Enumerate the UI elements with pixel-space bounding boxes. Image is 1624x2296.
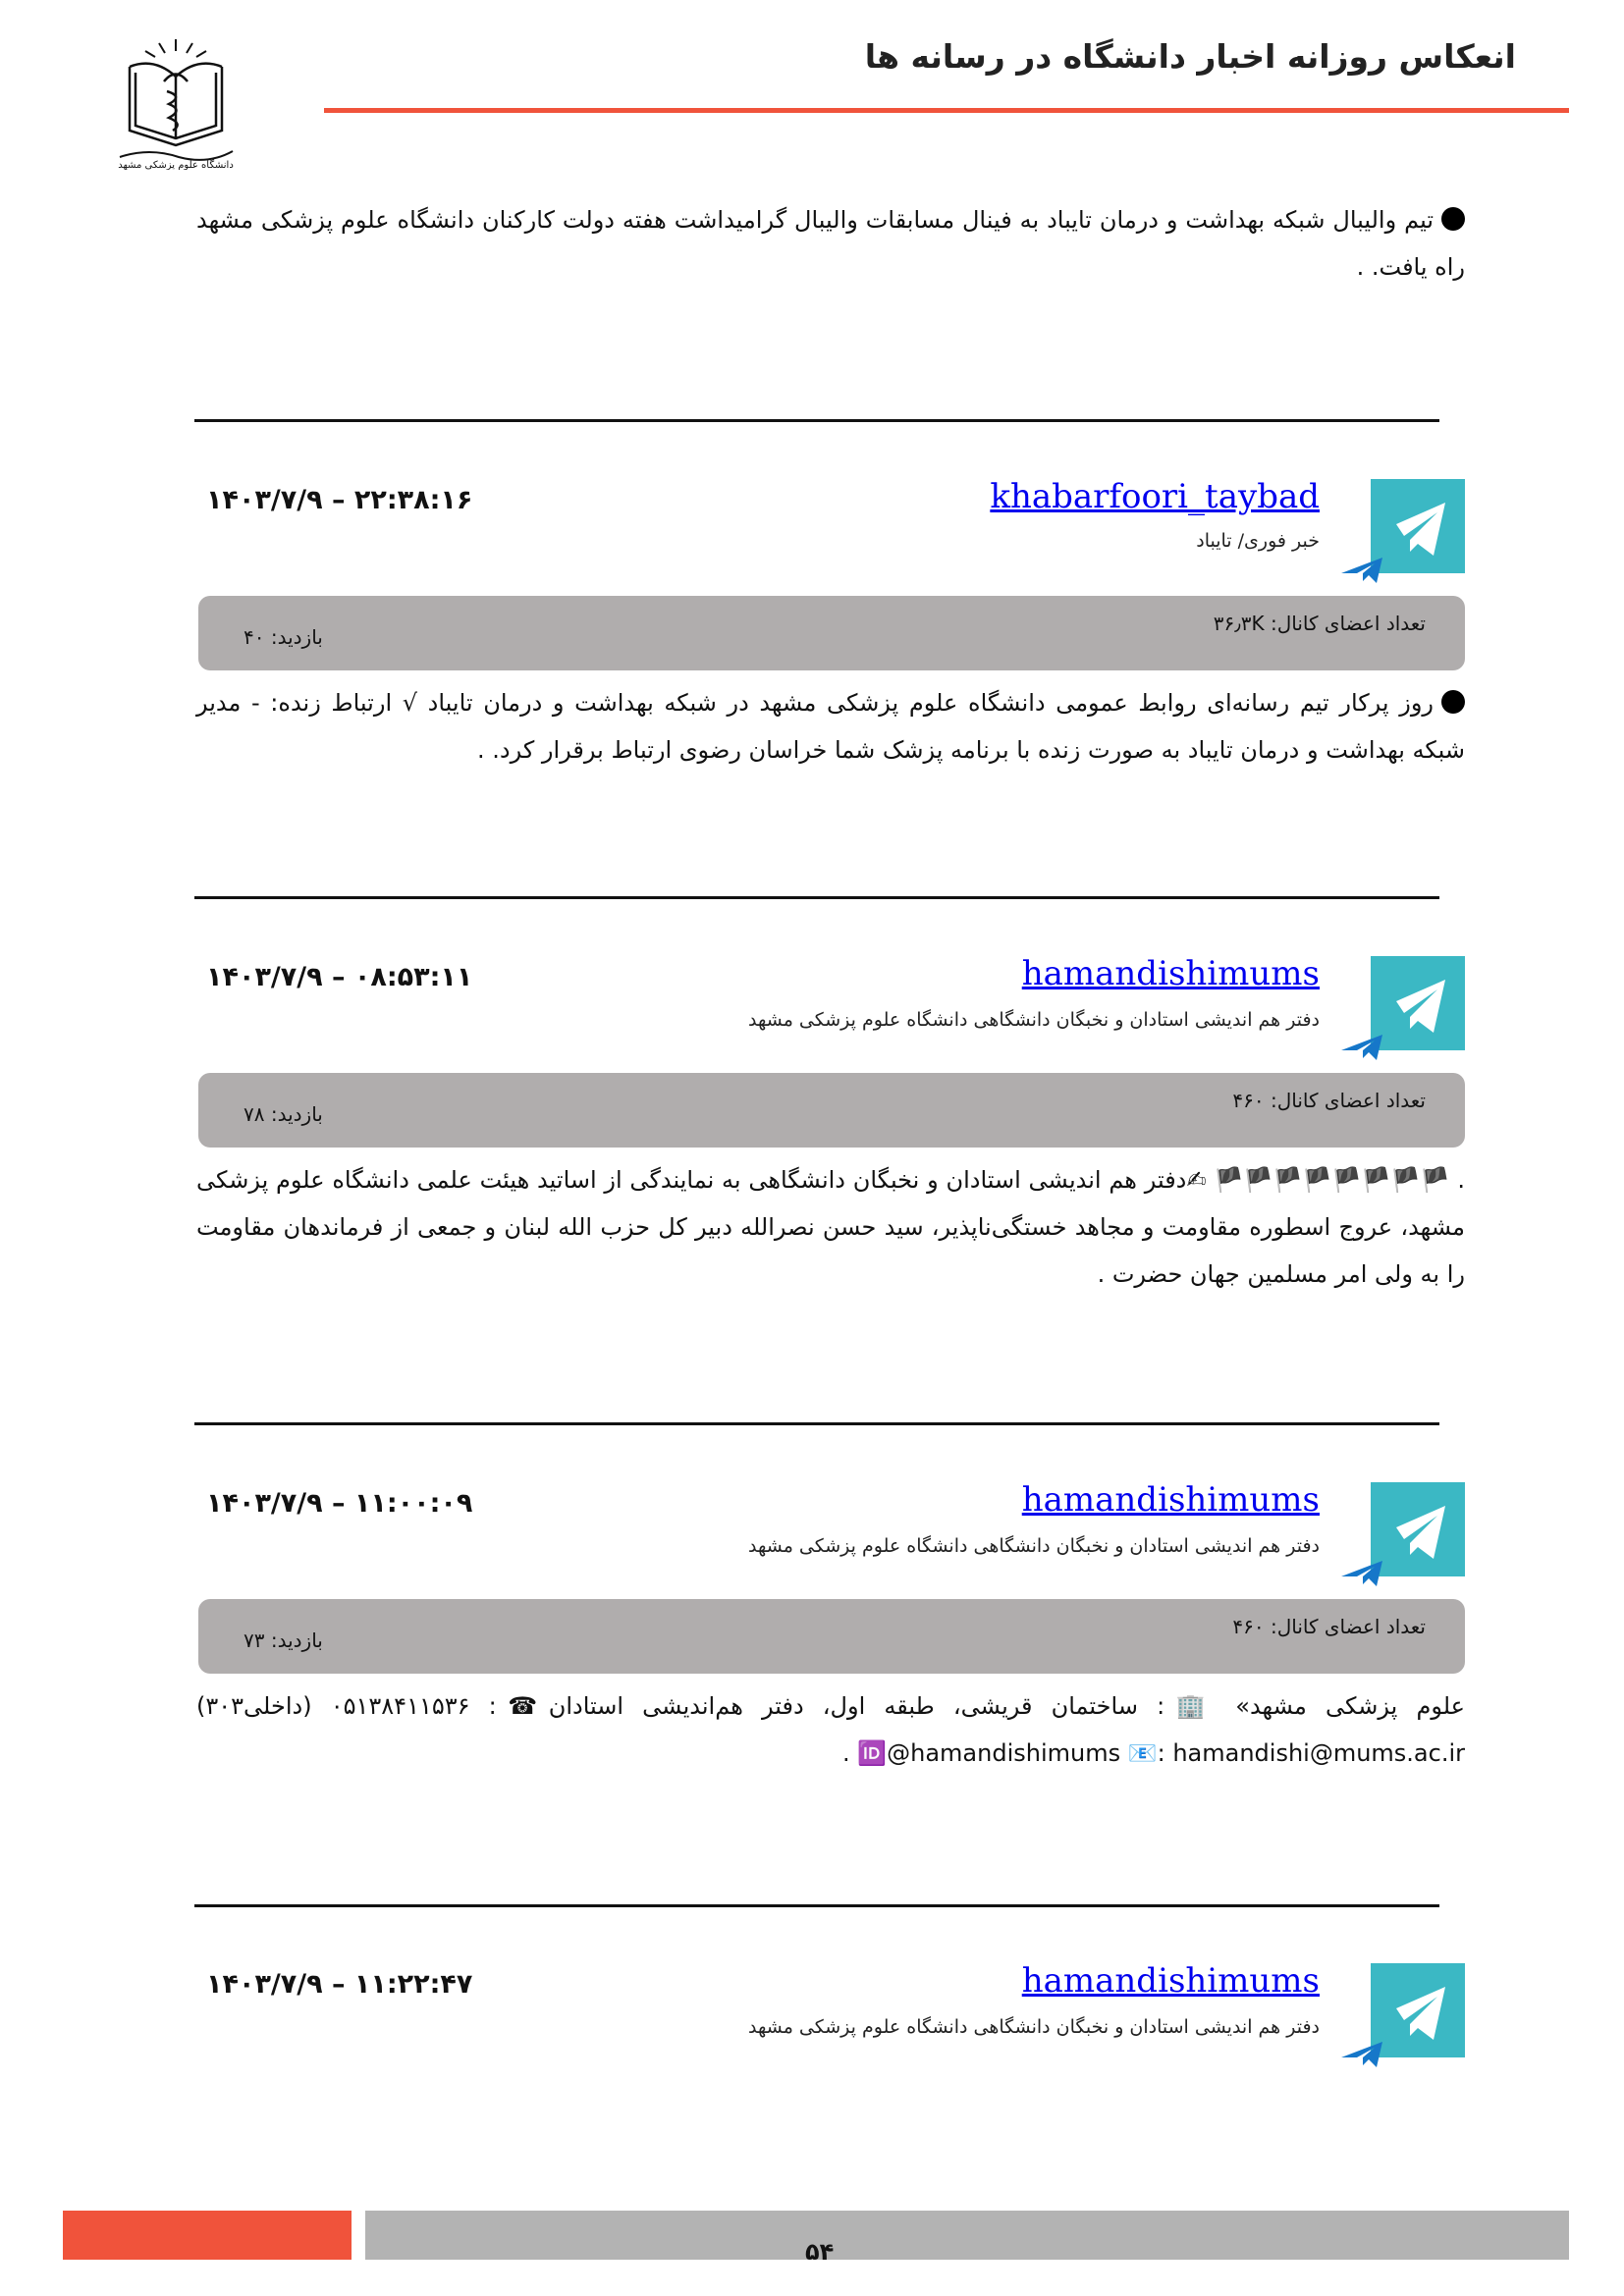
channel-description: دفتر هم اندیشی استادان و نخبگان دانشگاهی دانشگاه علوم پزشکی مشهد — [748, 2016, 1320, 2038]
post-text: روز پرکار تیم رسانه‌ای روابط عمومی دانشگاه علوم پزشکی مشهد در شبکه بهداشت و درمان تایباد √ ارتباط زنده: - مدیر شبکه بهداشت و درمان تایباد به صورت زنده با برنامه پزشک شما خراسان رضوی ارتباط برقرار کرد. . — [196, 689, 1465, 764]
member-count: تعداد اعضای کانال: ۳۶٫۳K — [1213, 612, 1426, 635]
header-title: انعکاس روزانه اخبار دانشگاه در رسانه ها — [864, 37, 1516, 76]
separator — [194, 896, 1439, 899]
telegram-icon[interactable] — [1339, 956, 1465, 1066]
separator — [194, 1422, 1439, 1425]
telegram-icon[interactable] — [1339, 1482, 1465, 1592]
footer-accent-bar — [63, 2211, 352, 2260]
stats-bar — [198, 1073, 1465, 1148]
bullet-icon — [1441, 207, 1465, 231]
post-text: . 🏴🏴🏴🏴🏴🏴🏴🏴 ✍دفتر هم اندیشی استادان و نخبگان دانشگاهی به نمایندگی از اساتید هیئت علمی دانشگاه علوم پزشکی مشهد، عروج اسطوره مقاومت و مجاهد خستگی‌ناپذیر، سید حسن نصرالله دبیر کل حزب الله لبنان و جمعی از فرماندهان مقاومت را به ولی امر مسلمین جهان حضرت . — [196, 1166, 1465, 1288]
channel-description: دفتر هم اندیشی استادان و نخبگان دانشگاهی دانشگاه علوم پزشکی مشهد — [748, 1535, 1320, 1557]
channel-handle[interactable]: khabarfoori_taybad — [990, 477, 1320, 516]
channel-description: دفتر هم اندیشی استادان و نخبگان دانشگاهی دانشگاه علوم پزشکی مشهد — [748, 1009, 1320, 1031]
bullet-icon — [1441, 690, 1465, 714]
member-count: تعداد اعضای کانال: ۴۶۰ — [1232, 1089, 1426, 1112]
view-count: بازدید: ۷۳ — [244, 1629, 323, 1652]
post-datetime: ۱۴۰۳/۷/۹ – ۱۱:۰۰:۰۹ — [206, 1488, 473, 1519]
header-rule — [324, 108, 1569, 113]
page-number: ۵۴ — [805, 2238, 835, 2266]
channel-handle[interactable]: hamandishimums — [1021, 1480, 1320, 1520]
separator — [194, 1904, 1439, 1907]
university-logo — [110, 37, 243, 170]
stats-bar — [198, 596, 1465, 670]
telegram-icon[interactable] — [1339, 1963, 1465, 2073]
telegram-icon[interactable] — [1339, 479, 1465, 589]
view-count: بازدید: ۷۸ — [244, 1102, 323, 1126]
intro-paragraph — [196, 196, 1465, 291]
post-datetime: ۱۴۰۳/۷/۹ – ۲۲:۳۸:۱۶ — [206, 485, 473, 515]
member-count: تعداد اعضای کانال: ۴۶۰ — [1232, 1615, 1426, 1638]
separator — [194, 419, 1439, 422]
intro-text: تیم والیبال شبکه بهداشت و درمان تایباد به فینال مسابقات والیبال گرامیداشت هفته دولت کارکنان دانشگاه علوم پزشکی مشهد راه یافت. . — [196, 206, 1465, 281]
channel-handle[interactable]: hamandishimums — [1021, 954, 1320, 993]
stats-bar — [198, 1599, 1465, 1674]
post-datetime: ۱۴۰۳/۷/۹ – ۱۱:۲۲:۴۷ — [206, 1969, 473, 2000]
post-text: علوم پزشکی مشهد» 🏢: ساختمان قریشی، طبقه اول، دفتر هم‌اندیشی استادان☎: ۰۵۱۳۸۴۱۱۵۳۶ (داخلی۳۰۳) 🆔@hamandishimums 📧: hamandishi@mums.ac.ir . — [196, 1692, 1465, 1767]
post-datetime: ۱۴۰۳/۷/۹ – ۰۸:۵۳:۱۱ — [206, 962, 473, 992]
footer-bar — [365, 2211, 1569, 2260]
view-count: بازدید: ۴۰ — [244, 625, 323, 649]
logo-caption: دانشگاه علوم پزشکی مشهد — [118, 160, 234, 170]
channel-handle[interactable]: hamandishimums — [1021, 1961, 1320, 2001]
channel-description: خبر فوری/ تایباد — [1196, 530, 1320, 552]
